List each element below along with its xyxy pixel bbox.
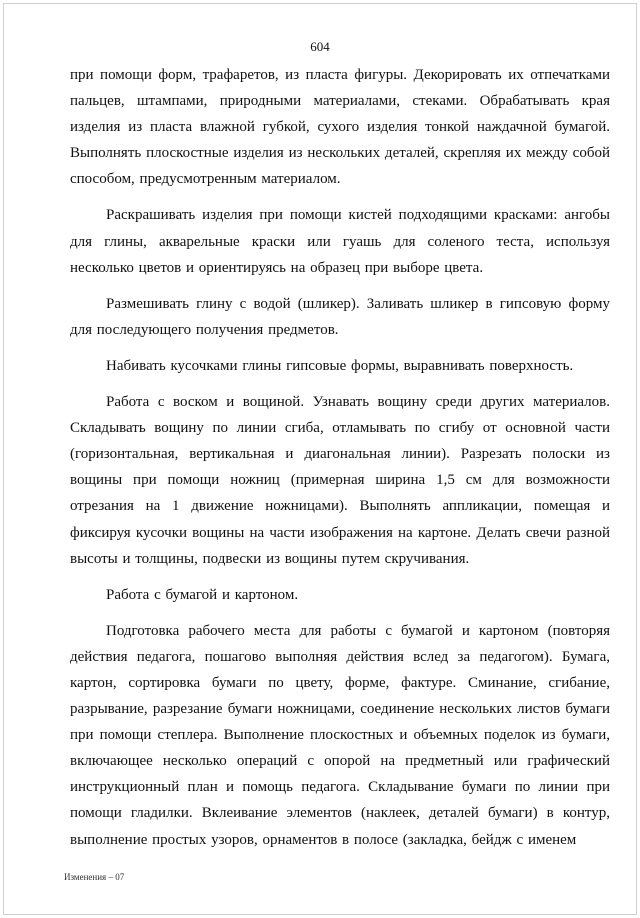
paragraph-2: Раскрашивать изделия при помощи кистей подходящими красками: ангобы для глины, акварельные краски или гуашь для соленого теста, используя несколько цветов и ориентируясь на образец при выборе цвета. — [70, 207, 610, 276]
paragraph-3: Размешивать глину с водой (шликер). Заливать шликер в гипсовую форму для последующего получения предметов. — [70, 295, 610, 338]
paragraph-6: Работа с бумагой и картоном. — [106, 586, 299, 603]
footer-note: Изменения – 07 — [64, 872, 125, 882]
paragraph-4: Набивать кусочками глины гипсовые формы, выравнивать поверхность. — [106, 357, 574, 374]
paragraph-1: при помощи форм, трафаретов, из пласта фигуры. Декорировать их отпечатками пальцев, штампами, природными материалами, стеками. Обрабатывать края изделия из пласта влажной губкой, сухого изделия тонкой наждачной бумагой. Выполнять плоскостные изделия из нескольких деталей, скрепляя их между собой способом, предусмотренным материалом. — [70, 67, 610, 188]
page-number: 604 — [310, 39, 330, 54]
document-body — [70, 62, 610, 853]
paragraph-5: Работа с воском и вощиной. Узнавать вощину среди других материалов. Складывать вощину по линии сгиба, отламывать по сгибу от основной части (горизонтальная, вертикальная и диагональная линии). Разрезать полоски из вощины при помощи ножниц (примерная ширина 1,5 см для возможности отрезания на 1 движение ножницами). Выполнять аппликации, помещая и фиксируя кусочки вощины на части изображения на картоне. Делать свечи разной высоты и толщины, подвески из вощины путем скручивания. — [70, 394, 610, 567]
paragraph-7: Подготовка рабочего места для работы с бумагой и картоном (повторяя действия педагога, пошагово выполняя действия вслед за педагогом). Бумага, картон, сортировка бумаги по цвету, форме, фактуре. Сминание, сгибание, разрывание, разрезание бумаги ножницами, соединение нескольких листов бумаги при помощи степлера. Выполнение плоскостных и объемных поделок из бумаги, включающее несколько операций с опорой на предметный или графический инструкционный план и помощь педагога. Складывание бумаги по линии при помощи гладилки. Вклеивание элементов (наклеек, деталей бумаги) в контур, выполнение простых узоров, орнаментов в полосе (закладка, бейдж с именем — [70, 622, 610, 848]
